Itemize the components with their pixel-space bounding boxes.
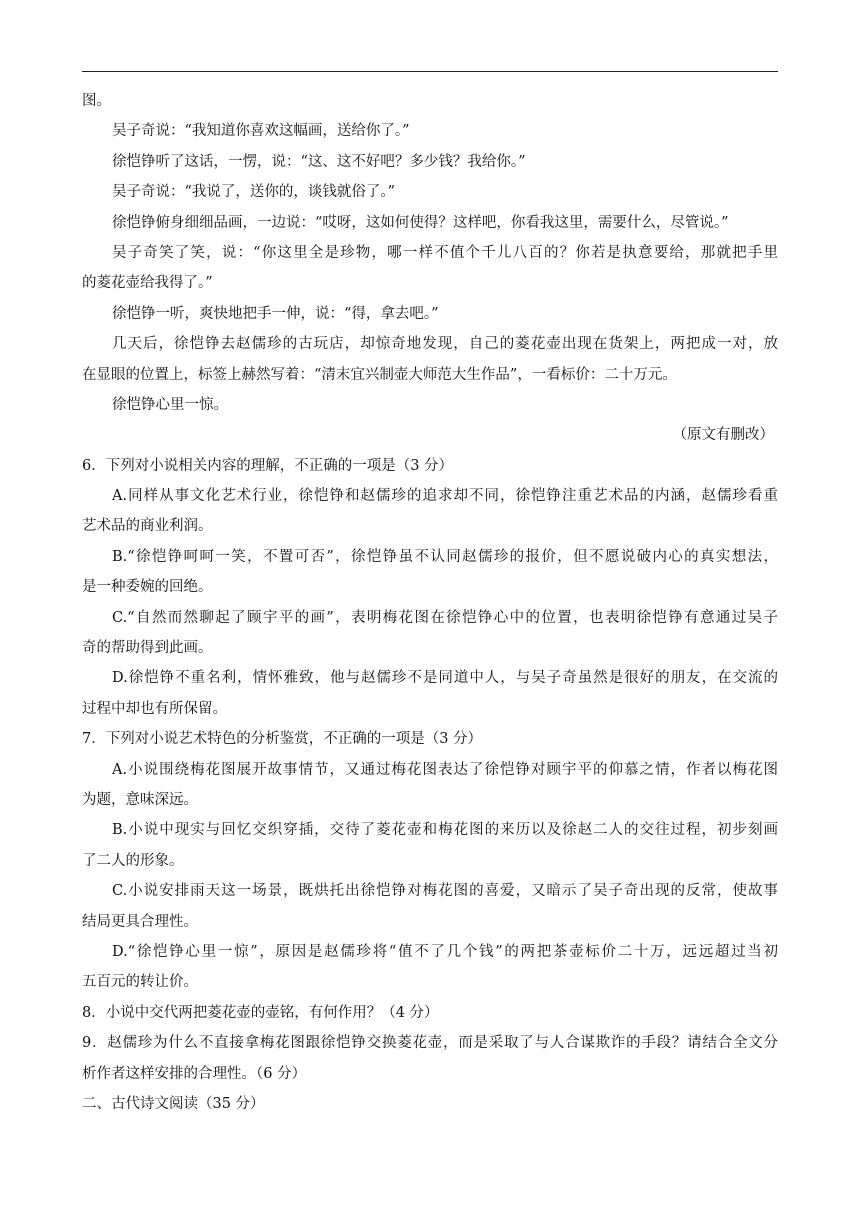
question-9: 9．赵儒珍为什么不直接拿梅花图跟徐恺铮交换菱花壶，而是采取了与人合谋欺诈的手段？请结合全文分 [82, 1035, 778, 1052]
document-body [82, 86, 778, 1119]
q6-option-a-cont: 艺术品的商业利润。 [82, 518, 213, 535]
q6-option-d-cont: 过程中却也有所保留。 [82, 700, 227, 717]
story-line: 吴子奇笑了笑，说：“你这里全是珍物，哪一样不值个千儿八百的？你若是执意要给，那就把手里 [112, 244, 778, 261]
question-9-cont: 析作者这样安排的合理性。（6 分） [82, 1065, 307, 1082]
question-7-stem: 7．下列对小说艺术特色的分析鉴赏，不正确的一项是（3 分） [82, 731, 483, 748]
q6-option-b: B.“徐恺铮呵呵一笑，不置可否”，徐恺铮虽不认同赵儒珍的报价，但不愿说破内心的真实想法， [112, 548, 778, 565]
story-line: 在显眼的位置上，标签上赫然写着：“清末宜兴制壶大师范大生作品”，一看标价：二十万元。 [82, 366, 677, 383]
q6-option-d: D.徐恺铮不重名利，情怀雅致，他与赵儒珍不是同道中人，与吴子奇虽然是很好的朋友，在交流的 [112, 670, 778, 687]
question-6-stem: 6．下列对小说相关内容的理解，不正确的一项是（3 分） [82, 457, 454, 474]
section-heading: 二、古代诗文阅读（35 分） [82, 1095, 265, 1112]
q6-option-b-cont: 是一种委婉的回绝。 [82, 579, 213, 596]
story-line: 图。 [82, 93, 111, 109]
question-8: 8．小说中交代两把菱花壶的壶铭，有何作用？（4 分） [82, 1004, 439, 1021]
q7-option-a: A.小说围绕梅花图展开故事情节，又通过梅花图表达了徐恺铮对顾宇平的仰慕之情，作者以梅花图 [112, 761, 778, 778]
story-line: 徐恺铮俯身细细品画，一边说：“哎呀，这如何使得？这样吧，你看我这里，需要什么，尽管说。” [112, 214, 729, 231]
q7-option-b-cont: 了二人的形象。 [82, 852, 184, 869]
story-line: 吴子奇说：“我知道你喜欢这幅画，送给你了。” [112, 123, 410, 140]
story-line: 徐恺铮听了这话，一愣，说：“这、这不好吧？多少钱？我给你。” [112, 153, 526, 170]
story-line: 徐恺铮心里一惊。 [112, 396, 228, 413]
q6-option-c-cont: 奇的帮助得到此画。 [82, 640, 213, 657]
q7-option-c: C.小说安排雨天这一场景，既烘托出徐恺铮对梅花图的喜爱，又暗示了吴子奇出现的反常，使故事 [112, 883, 778, 900]
q7-option-a-cont: 为题，意味深远。 [82, 791, 198, 808]
story-line: 几天后，徐恺铮去赵儒珍的古玩店，却惊奇地发现，自己的菱花壶出现在货架上，两把成一对，放 [112, 336, 778, 353]
q6-option-a: A.同样从事文化艺术行业，徐恺铮和赵儒珍的追求却不同，徐恺铮注重艺术品的内涵，赵儒珍看重 [112, 488, 778, 505]
q7-option-d-cont: 五百元的转让价。 [82, 974, 198, 991]
header-rule [82, 71, 778, 72]
q7-option-b: B.小说中现实与回忆交织穿插，交待了菱花壶和梅花图的来历以及徐赵二人的交往过程，初步刻画 [112, 822, 778, 839]
source-note: （原文有删改） [672, 427, 774, 444]
q6-option-c: C.“自然而然聊起了顾宇平的画”，表明梅花图在徐恺铮心中的位置，也表明徐恺铮有意通过吴子 [112, 609, 778, 626]
q7-option-c-cont: 结局更具合理性。 [82, 913, 198, 930]
story-line: 徐恺铮一听，爽快地把手一伸，说：“得，拿去吧。” [112, 305, 439, 322]
story-line: 的菱花壶给我得了。” [82, 275, 213, 292]
story-line: 吴子奇说：“我说了，送你的，谈钱就俗了。” [112, 184, 396, 201]
q7-option-d: D.“徐恺铮心里一惊”，原因是赵儒珍将“值不了几个钱”的两把茶壶标价二十万，远远超过当初 [112, 943, 778, 960]
